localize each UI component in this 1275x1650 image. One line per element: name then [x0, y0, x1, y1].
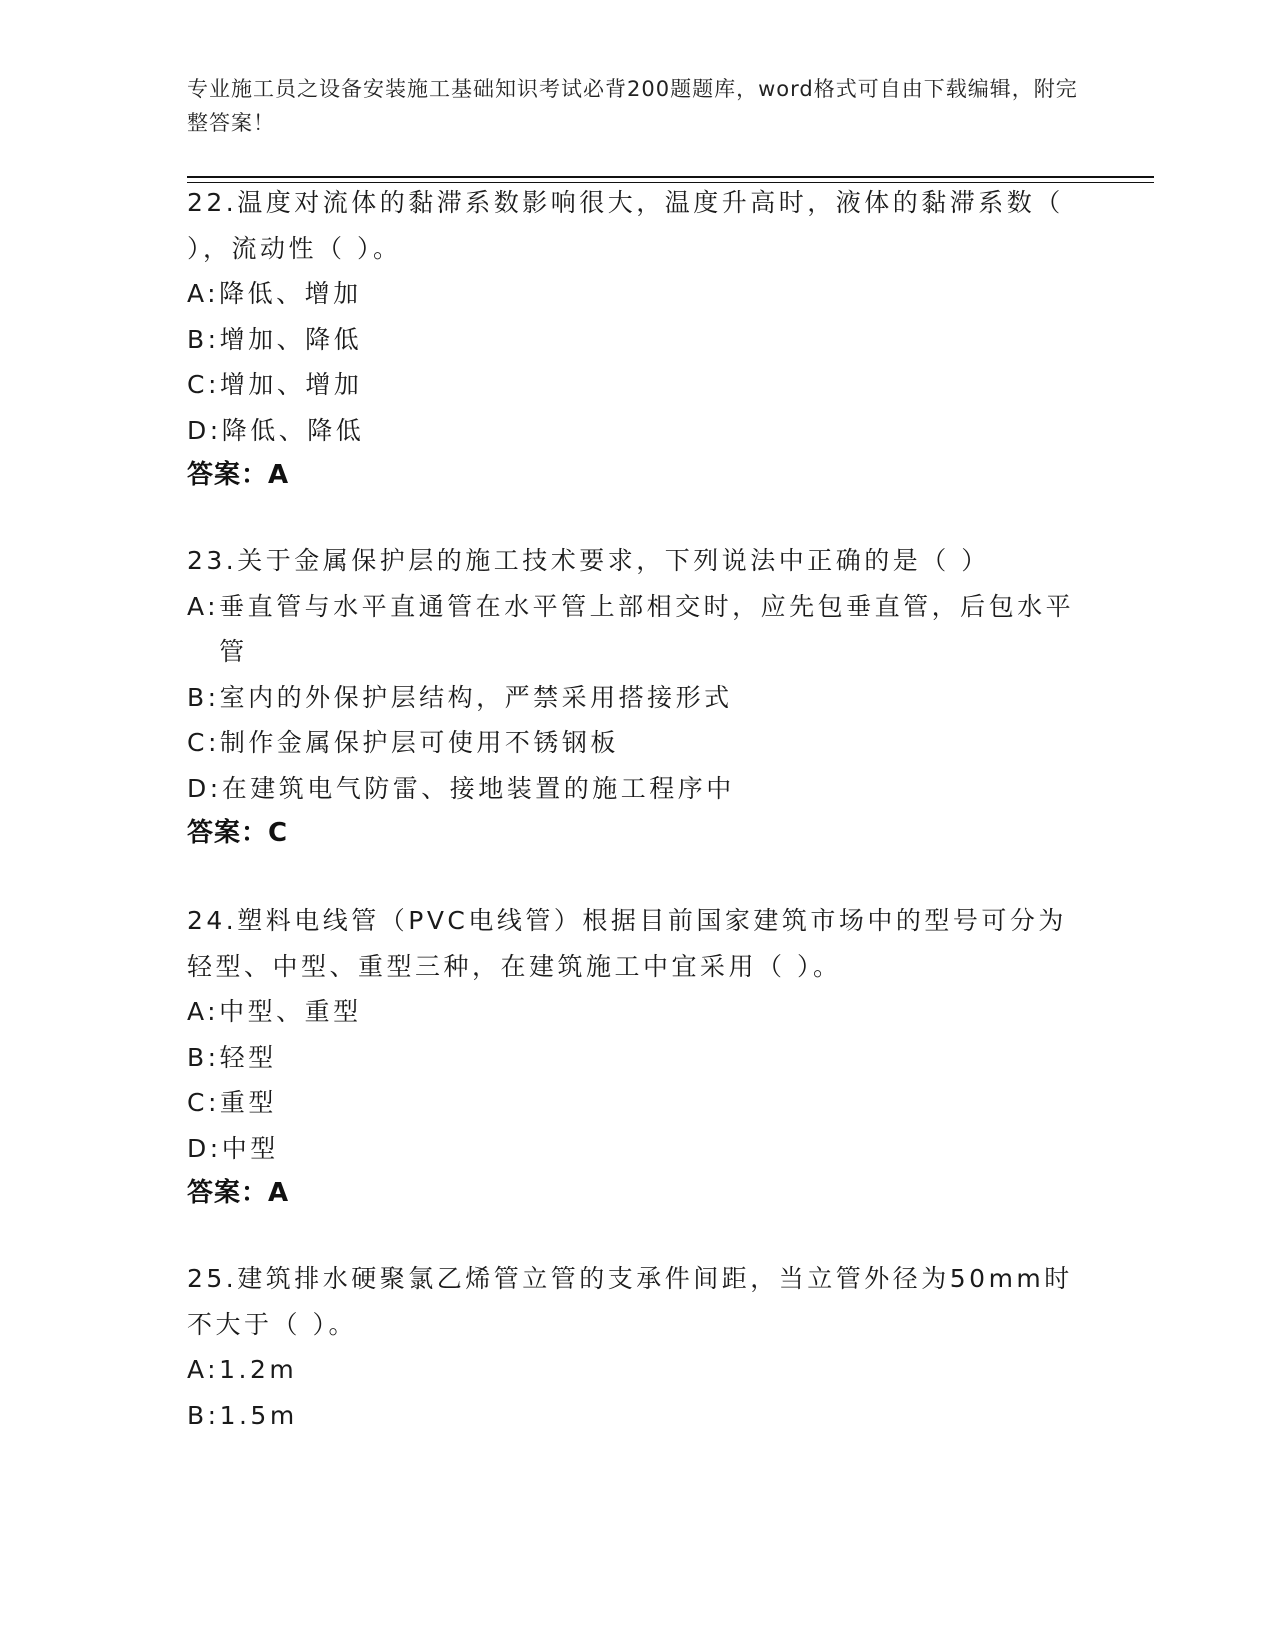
- question-22: [187, 180, 1087, 499]
- option-b: [187, 675, 1087, 721]
- option-text: 降低、降低: [221, 415, 365, 445]
- option-letter: C:: [187, 728, 220, 757]
- question-24: [187, 898, 1087, 1217]
- option-letter: D:: [187, 415, 222, 445]
- option-a: [187, 584, 1087, 675]
- option-a: [187, 271, 1087, 317]
- option-a: [187, 1347, 1087, 1393]
- option-d: [187, 1126, 1087, 1172]
- option-letter: A:: [187, 997, 220, 1026]
- answer-line: 答案：C: [187, 818, 289, 848]
- option-letter: B:: [187, 1042, 220, 1072]
- option-c: [187, 1080, 1087, 1126]
- option-text: 1.5m: [219, 1400, 298, 1430]
- option-letter: C:: [187, 370, 220, 399]
- option-text: 重型: [219, 1088, 277, 1117]
- option-letter: D:: [187, 1133, 222, 1163]
- option-b: [187, 1035, 1087, 1081]
- option-d: [187, 408, 1087, 454]
- option-letter: A:: [187, 591, 220, 621]
- option-text: 室内的外保护层结构，严禁采用搭接形式: [219, 682, 733, 712]
- option-b: [187, 317, 1087, 363]
- header-text: 专业施工员之设备安装施工基础知识考试必背200题题库，word格式可自由下载编辑，附完整答案！: [187, 77, 1078, 135]
- option-text: 轻型: [219, 1042, 277, 1072]
- question-stem: 25.建筑排水硬聚氯乙烯管立管的支承件间距，当立管外径为50mm时不大于（ ）。: [187, 1264, 1073, 1339]
- option-text: 中型: [221, 1133, 279, 1163]
- option-a: [187, 989, 1087, 1035]
- option-letter: A:: [187, 1355, 220, 1384]
- option-letter: B:: [187, 682, 220, 712]
- question-stem: 23.关于金属保护层的施工技术要求，下列说法中正确的是（ ）: [187, 546, 990, 575]
- answer-line: 答案：A: [187, 460, 290, 490]
- option-text: 增加、降低: [219, 324, 363, 354]
- option-c: [187, 362, 1087, 408]
- option-text: 增加、增加: [219, 370, 363, 399]
- option-text: 制作金属保护层可使用不锈钢板: [219, 728, 619, 757]
- option-text: 垂直管与水平直通管在水平管上部相交时，应先包垂直管，后包水平管: [219, 591, 1075, 666]
- question-stem: 22.温度对流体的黏滞系数影响很大，温度升高时，液体的黏滞系数（ ），流动性（ ）。: [187, 188, 1064, 263]
- option-text: 在建筑电气防雷、接地装置的施工程序中: [221, 773, 735, 803]
- question-stem: 24.塑料电线管（PVC电线管）根据目前国家建筑市场中的型号可分为轻型、中型、重型三种，在建筑施工中宜采用（ ）。: [187, 906, 1067, 981]
- option-d: [187, 766, 1087, 812]
- option-text: 降低、增加: [219, 279, 362, 308]
- option-letter: B:: [187, 324, 220, 354]
- option-letter: D:: [187, 773, 222, 803]
- option-text: 中型、重型: [219, 997, 362, 1026]
- option-letter: A:: [187, 279, 220, 308]
- option-letter: B:: [187, 1400, 220, 1430]
- header-divider-thick: [187, 176, 1154, 178]
- question-25: [187, 1256, 1087, 1438]
- answer-line: 答案：A: [187, 1178, 290, 1208]
- document-header: [187, 72, 1087, 140]
- option-c: [187, 720, 1087, 766]
- option-letter: C:: [187, 1088, 220, 1117]
- option-text: 1.2m: [219, 1355, 298, 1384]
- question-23: [187, 538, 1087, 857]
- option-b: [187, 1393, 1087, 1439]
